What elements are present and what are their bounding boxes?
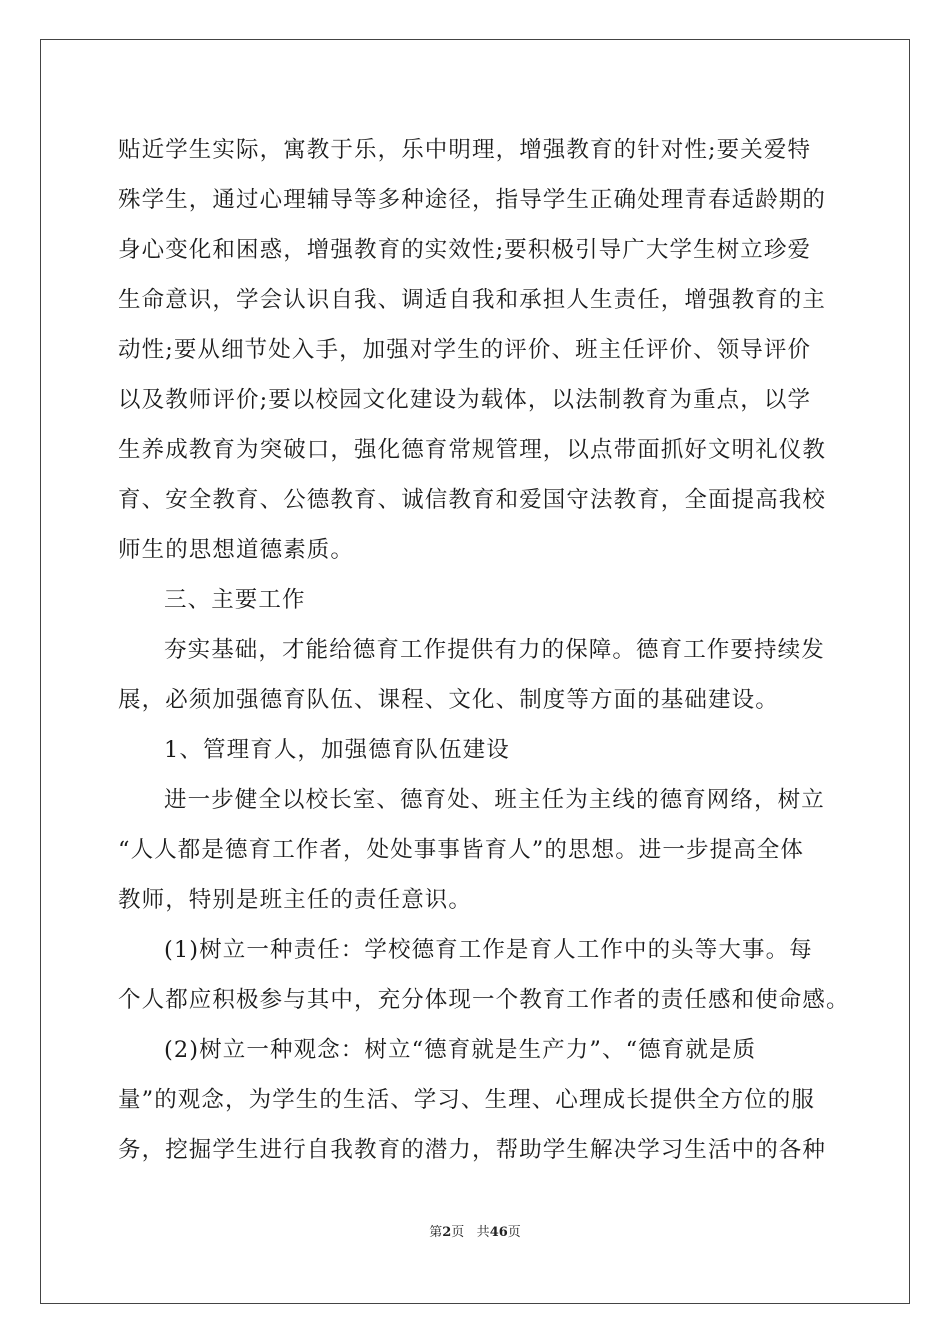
section-heading: 三、主要工作	[164, 587, 306, 613]
text-line: 殊学生，通过心理辅导等多种途径，指导学生正确处理青春适龄期的	[118, 187, 827, 213]
document-body	[118, 125, 850, 1175]
text-line: 贴近学生实际，寓教于乐，乐中明理，增强教育的针对性;要关爱特	[118, 137, 812, 163]
text-line: 量”的观念，为学生的生活、学习、生理、心理成长提供全方位的服	[118, 1087, 816, 1113]
text-line: (2)树立一种观念：树立“德育就是生产力”、“德育就是质	[164, 1037, 757, 1063]
page-prefix: 第	[429, 1225, 443, 1240]
text-line: “人人都是德育工作者，处处事事皆育人”的思想。进一步提高全体	[118, 837, 805, 863]
total-pages-number: 46	[489, 1225, 508, 1240]
current-page-number: 2	[442, 1225, 452, 1240]
page-suffix: 页	[451, 1225, 465, 1240]
total-prefix: 共	[476, 1225, 490, 1240]
text-line: 展，必须加强德育队伍、课程、文化、制度等方面的基础建设。	[118, 687, 779, 713]
text-line: 动性;要从细节处入手，加强对学生的评价、班主任评价、领导评价	[118, 337, 812, 363]
text-line: 以及教师评价;要以校园文化建设为载体，以法制教育为重点，以学	[118, 387, 812, 413]
text-line: 生养成教育为突破口，强化德育常规管理，以点带面抓好文明礼仪教	[118, 437, 827, 463]
text-line: 育、安全教育、公德教育、诚信教育和爱国守法教育，全面提高我校	[118, 487, 827, 513]
page-footer	[0, 1221, 950, 1240]
text-line: 进一步健全以校长室、德育处、班主任为主线的德育网络，树立	[164, 787, 825, 813]
text-line: 师生的思想道德素质。	[118, 537, 355, 563]
text-line: 夯实基础，才能给德育工作提供有力的保障。德育工作要持续发	[164, 637, 825, 663]
text-line: 身心变化和困惑，增强教育的实效性;要积极引导广大学生树立珍爱	[118, 237, 812, 263]
text-line: 务，挖掘学生进行自我教育的潜力，帮助学生解决学习生活中的各种	[118, 1137, 827, 1163]
text-line: (1)树立一种责任：学校德育工作是育人工作中的头等大事。每	[164, 937, 813, 963]
text-line: 教师，特别是班主任的责任意识。	[118, 887, 473, 913]
text-line: 个人都应积极参与其中，充分体现一个教育工作者的责任感和使命感。	[118, 987, 850, 1013]
total-suffix: 页	[507, 1225, 521, 1240]
text-line: 生命意识，学会认识自我、调适自我和承担人生责任，增强教育的主	[118, 287, 827, 313]
subsection-heading: 1、管理育人，加强德育队伍建设	[164, 737, 510, 763]
